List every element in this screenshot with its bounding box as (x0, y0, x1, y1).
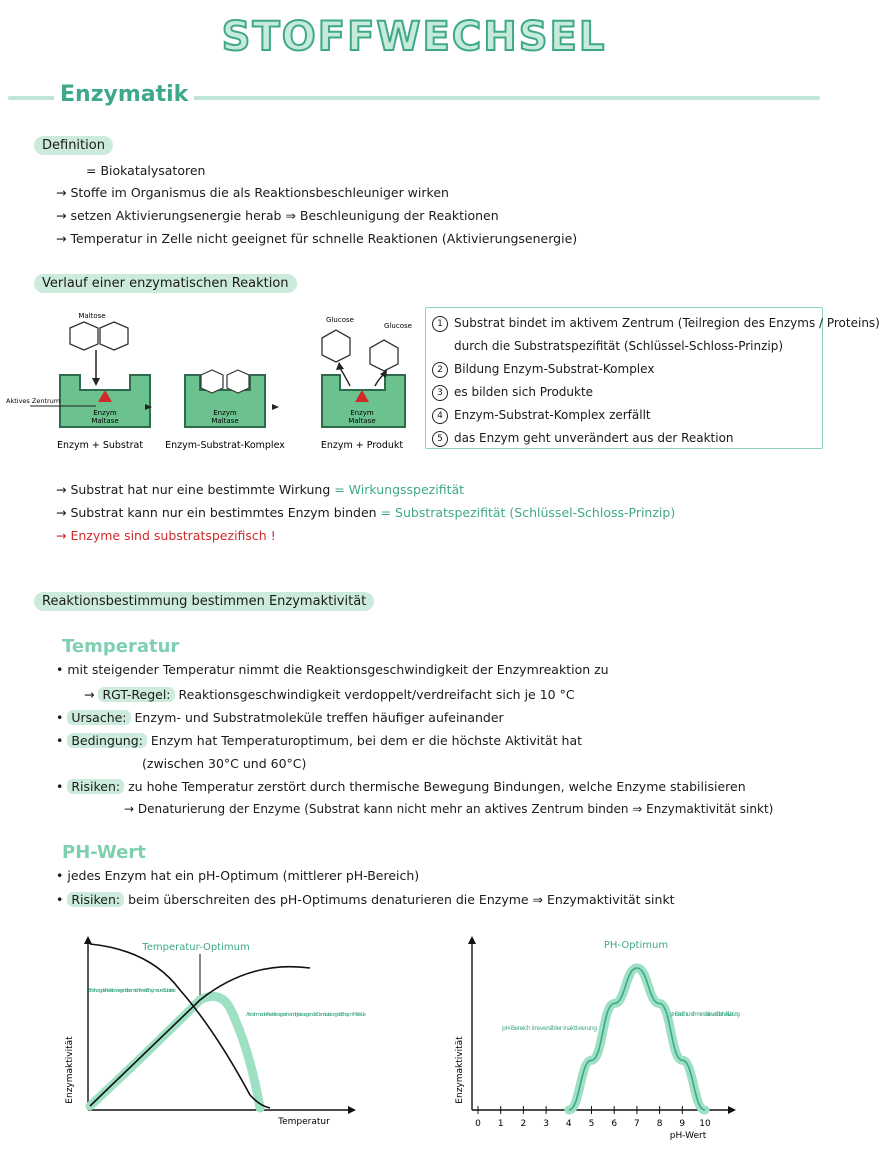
caption-enzym-produkt: Enzym + Produkt (320, 440, 404, 451)
enzyme-2-label: Enzym (213, 409, 237, 417)
definition-line-2: → Stoffe im Organismus die als Reaktionsbeschleuniger wirken (56, 185, 449, 200)
ph-y-label: Enzymaktivität (455, 1036, 465, 1104)
ph-tick-label: 7 (634, 1119, 640, 1129)
page-title: STOFFWECHSEL (221, 14, 607, 60)
step-1: 1 Substrat bindet im aktivem Zentrum (Teilregion des Enzyms / Proteins) (432, 312, 880, 335)
enzyme-3-label: Enzym (350, 409, 374, 417)
ursache-line: • Ursache: Enzym- und Substratmoleküle treffen häufiger aufeinander (56, 710, 504, 725)
ph-tick-label: 9 (679, 1119, 686, 1129)
step-3: 3 es bilden sich Produkte (432, 381, 880, 404)
step-1-cont: durch die Substratspezifität (Schlüssel-Schloss-Prinzip) (454, 339, 784, 353)
ph-heading: PH-Wert (62, 842, 146, 863)
enzyme-1-label-2: Maltase (91, 417, 119, 425)
ph-tick-label: 5 (588, 1119, 595, 1129)
ph-tick-label: 2 (520, 1119, 527, 1129)
ph-tick-label: 3 (543, 1119, 549, 1129)
temp-y-label: Enzymaktivität (65, 1036, 75, 1104)
bedingung-range: (zwischen 30°C und 60°C) (142, 756, 307, 771)
temperature-chart (50, 930, 370, 1130)
maltose-label: Maltose (78, 312, 106, 320)
temp-x-label: Temperatur (278, 1117, 330, 1127)
enzyme-1-label: Enzym (93, 409, 117, 417)
verlauf-label: Verlauf einer enzymatischen Reaktion (34, 274, 297, 293)
glucose-label-1: Glucose (326, 316, 354, 324)
section-title: Enzymatik (54, 82, 194, 107)
ph-tick-label: 1 (497, 1119, 504, 1129)
ph-annotation-right: pH-Bereich zunehmender irreversibler Inaktivierung (670, 1011, 740, 1018)
ph-x-label: pH-Wert (669, 1131, 707, 1141)
step-2: 2 Bildung Enzym-Substrat-Komplex (432, 358, 880, 381)
definition-line-1: = Biokatalysatoren (86, 163, 206, 178)
ph-chart (450, 930, 750, 1150)
ph-curve (569, 968, 705, 1110)
enzyme-3 (322, 375, 405, 427)
ph-tick-label: 4 (565, 1119, 572, 1129)
steps-list (432, 312, 880, 450)
enzyme-reaction-diagram (0, 300, 420, 460)
risiken-line: • Risiken: zu hohe Temperatur zerstört durch thermische Bewegung Bindungen, welche Enzyme stabilisieren (56, 779, 746, 794)
temp-chart-title: Temperatur-Optimum (142, 942, 250, 953)
definition-line-4: → Temperatur in Zelle nicht geeignet für schnelle Reaktionen (Aktivierungsenergie) (56, 231, 578, 246)
denaturierung-line: → Denaturierung der Enzyme (Substrat kann nicht mehr an aktives Zentrum binden ⇒ Enzymaktivität sinkt) (124, 802, 774, 816)
enzyme-2 (185, 370, 265, 427)
caption-komplex: Enzym-Substrat-Komplex (165, 440, 285, 451)
ph-annotation-left: pH-Bereich irreversibler Inaktivierung (502, 1025, 597, 1032)
note-substratspezifisch: → Enzyme sind substratspezifisch ! (56, 528, 276, 543)
ph-tick-label: 6 (611, 1119, 618, 1129)
ph-line-1: • jedes Enzym hat ein pH-Optimum (mittlerer pH-Bereich) (56, 868, 420, 883)
enzyme-1 (60, 375, 150, 427)
caption-enzym-substrat: Enzym + Substrat (56, 440, 144, 451)
step-4: 4 Enzym-Substrat-Komplex zerfällt (432, 404, 880, 427)
step-5: 5 das Enzym geht unverändert aus der Reaktion (432, 427, 880, 450)
temp-annotation-left: Erhöhung der Reaktion wegen öfterem treffen der Enzyme und Substrate (88, 988, 177, 994)
aktives-zentrum-label: Aktives Zentrum (6, 397, 61, 405)
ph-tick-label: 0 (475, 1119, 481, 1129)
temperatur-heading: Temperatur (62, 636, 180, 657)
ph-highlight-curve (569, 968, 705, 1110)
reaktion-label: Reaktionsbestimmung bestimmen Enzymaktivität (34, 592, 374, 611)
note-wirkung: → Substrat hat nur eine bestimmte Wirkung = Wirkungsspezifität (56, 482, 465, 497)
definition-label: Definition (34, 136, 113, 155)
ph-tick-label: 10 (699, 1119, 711, 1129)
bedingung-line: • Bedingung: Enzym hat Temperaturoptimum, bei dem er die höchste Aktivität hat (56, 733, 583, 748)
note-substrat: → Substrat kann nur ein bestimmtes Enzym binden = Substratspezifität (Schlüssel-Schloss-Prinzip) (56, 505, 676, 520)
temp-highlight-curve (90, 996, 260, 1108)
temp-annotation-right: Abnahme der Reaktionsgeschwindigkeit wegen der Denaturierung der Enzym-Moleküle (246, 1012, 367, 1018)
enzyme-3-label-2: Maltase (348, 417, 376, 425)
ph-tick-label: 8 (656, 1119, 663, 1129)
glucose-label-2: Glucose (384, 322, 412, 330)
ph-chart-title: PH-Optimum (603, 940, 669, 951)
temperatur-line-1: • mit steigender Temperatur nimmt die Reaktionsgeschwindigkeit der Enzymreaktion zu (56, 662, 609, 677)
definition-line-3: → setzen Aktivierungsenergie herab ⇒ Beschleunigung der Reaktionen (56, 208, 499, 223)
enzyme-2-label-2: Maltase (211, 417, 239, 425)
rgt-line: → RGT-Regel: Reaktionsgeschwindigkeit verdoppelt/verdreifacht sich je 10 °C (84, 687, 575, 702)
ph-risiken-line: • Risiken: beim überschreiten des pH-Optimums denaturieren die Enzyme ⇒ Enzymaktivität sinkt (56, 892, 675, 907)
